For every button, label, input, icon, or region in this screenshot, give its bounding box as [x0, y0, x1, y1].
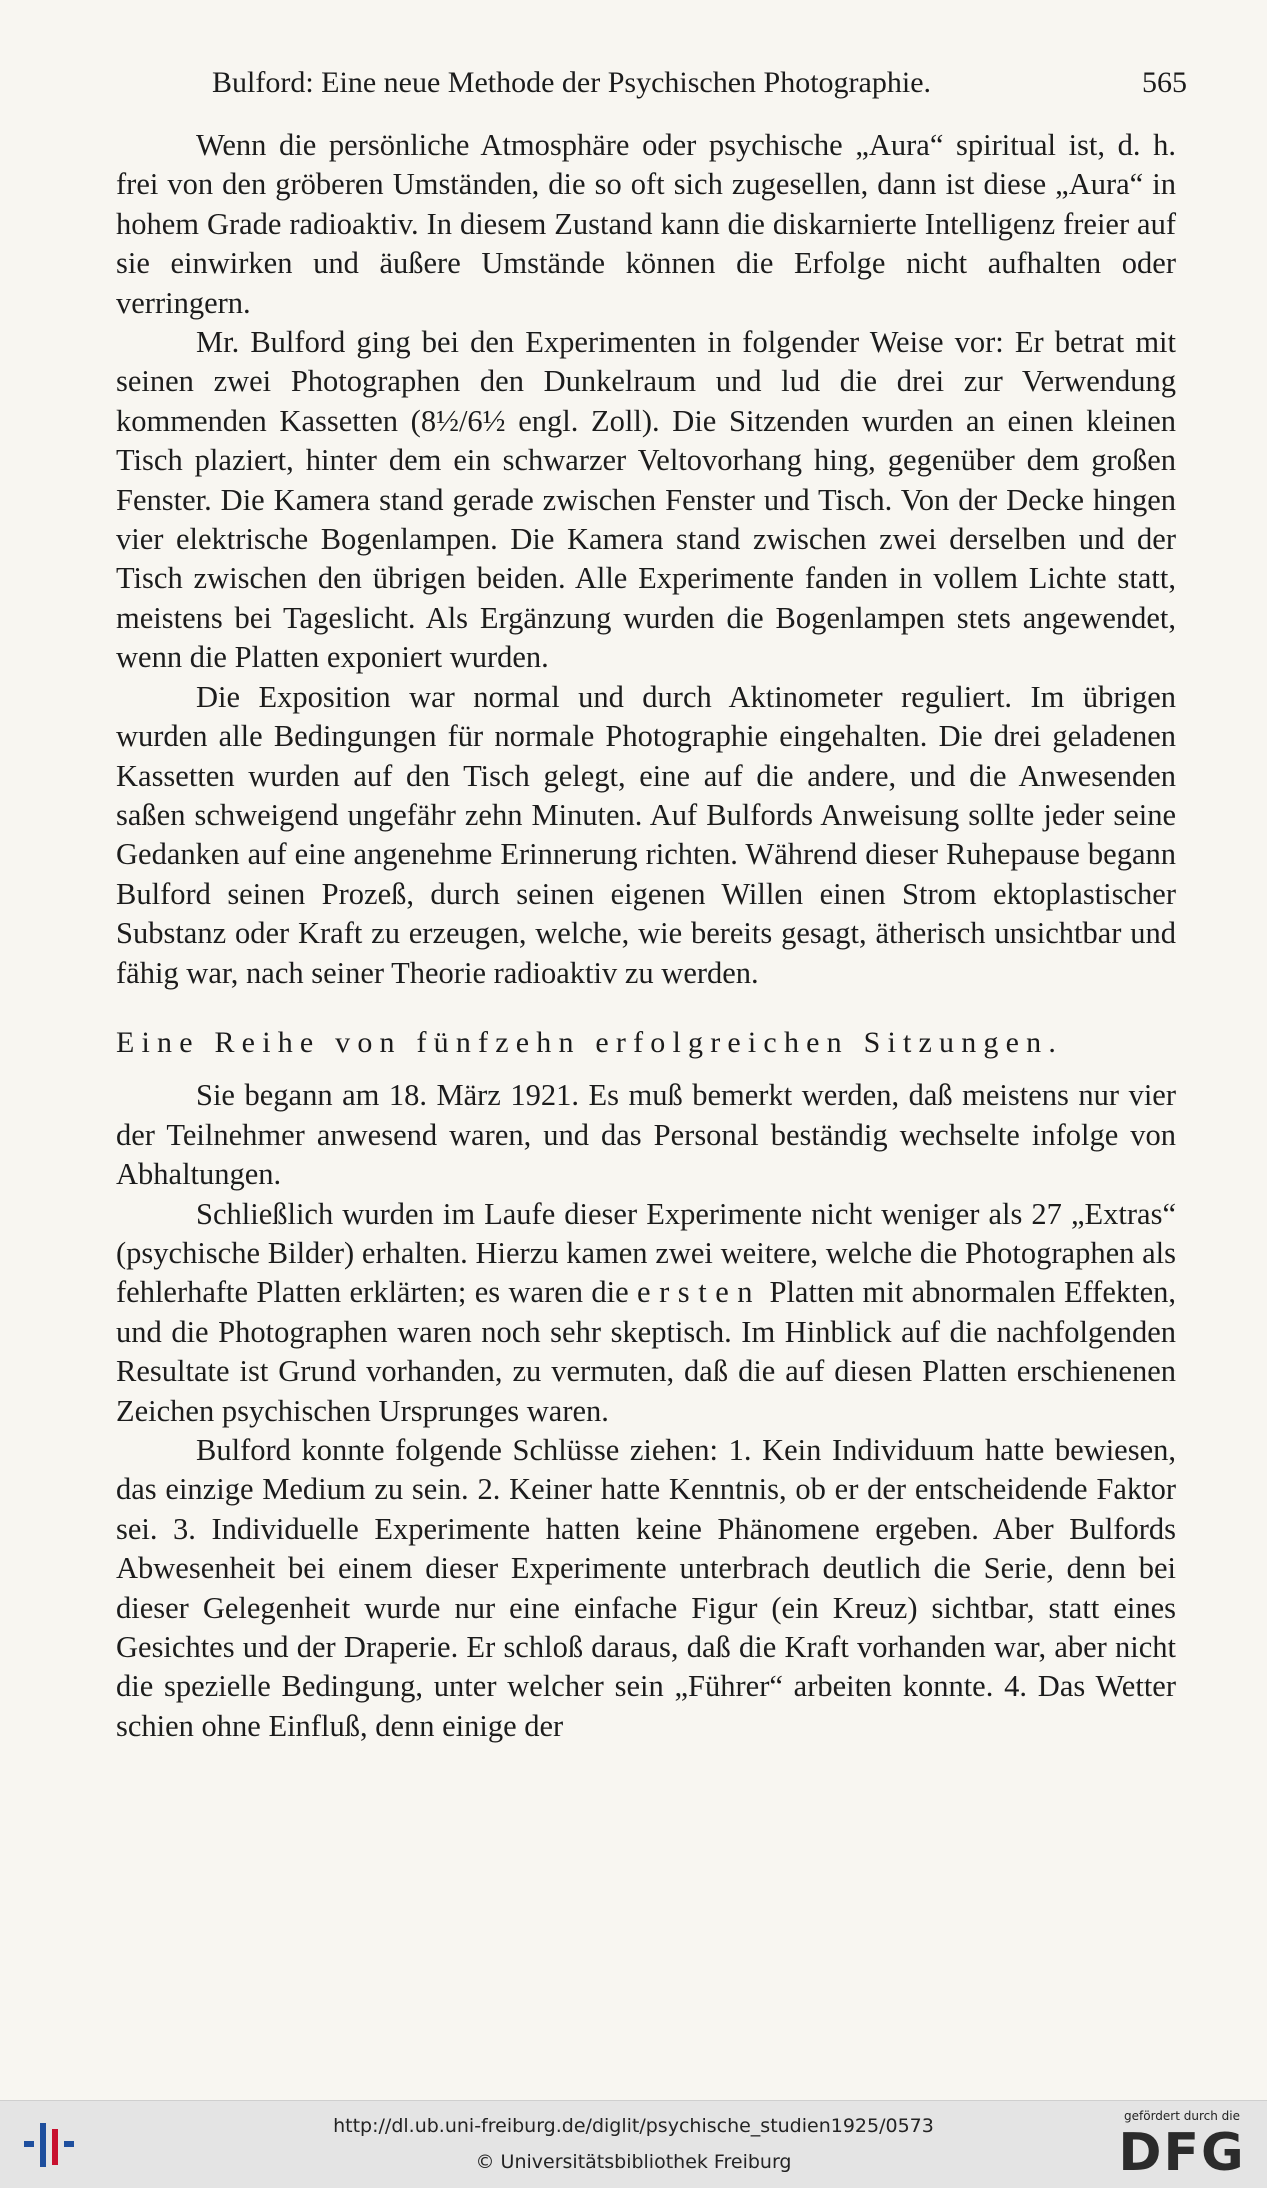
paragraph-aura: Wenn die persönliche Atmosphäre oder psychische „Aura“ spiritual ist, d. h. frei von den gröberen Umständen, die so oft sich zugesellen, dann ist diese „Aura“ in hohem Grade radioaktiv. In diesem Zustand kann die diskarnierte Intelligenz freier auf sie einwirken und äußere Umstände können die Erfolge nicht aufhalten oder verringern. — [116, 128, 1176, 320]
paragraph-procedure: Mr. Bulford ging bei den Experimenten in folgender Weise vor: Er betrat mit seinen zwei Photographen den Dunkelraum und lud die drei zur Verwendung kommenden Kassetten (8½/6½ engl. Zoll). Die Sitzenden wurden an einen kleinen Tisch plaziert, hinter dem ein schwarzer Veltovorhang hing, gegenüber dem großen Fenster. Die Kamera stand gerade zwischen Fenster und Tisch. Von der Decke hingen vier elektrische Bogenlampen. Die Kamera stand zwischen zwei derselben und der Tisch zwischen den übrigen beiden. Alle Experimente fanden in vollem Lichte statt, meistens bei Tageslicht. Als Ergänzung wurden die Bogenlampen stets angewendet, wenn die Platten exponiert wurden. — [116, 325, 1176, 675]
paragraph-conclusions: Bulford konnte folgende Schlüsse ziehen: 1. Kein Individuum hatte bewiesen, das einzige Medium zu sein. 2. Keiner hatte Kenntnis, ob er der entscheidende Faktor sei. 3. Individuelle Experimente hatten keine Phänomene ergeben. Aber Bulfords Abwesenheit bei einem dieser Experimente unterbrach deutlich die Serie, denn bei dieser Gelegenheit wurde nur eine einfache Figur (ein Kreuz) sichtbar, statt eines Gesichtes und der Draperie. Er schloß daraus, daß die Kraft vorhanden war, aber nicht die spezielle Bedingung, unter welcher sein „Führer“ arbeiten konnte. 4. Das Wetter schien ohne Einfluß, denn einige der — [116, 1433, 1176, 1743]
dfg-caption: gefördert durch die — [1124, 2109, 1240, 2123]
page-body — [116, 126, 1176, 1746]
section-heading: Eine Reihe von fünfzehn erfolgreichen Sitzungen. — [116, 1025, 1064, 1059]
paragraph-exposition: Die Exposition war normal und durch Aktinometer reguliert. Im übrigen wurden alle Bedingungen für normale Photographie eingehalten. Die drei geladenen Kassetten wurden auf den Tisch gelegt, eine auf die andere, und die Anwesenden saßen schweigend ungefähr zehn Minuten. Auf Bulfords Anweisung sollte jeder seine Gedanken auf eine angenehme Erinnerung richten. Während dieser Ruhepause begann Bulford seinen Prozeß, durch seinen eigenen Willen einen Strom ektoplastischer Substanz oder Kraft zu erzeugen, welche, wie bereits gesagt, ätherisch unsichtbar und fähig war, nach seiner Theorie radioaktiv zu werden. — [116, 679, 1176, 990]
copyright-notice: © Universitätsbibliothek Freiburg — [475, 2151, 792, 2173]
running-header — [212, 66, 1187, 100]
page-number: 565 — [1142, 66, 1187, 99]
dfg-logo-icon: DFG — [1118, 2123, 1246, 2183]
extras-text-before: Schließlich wurden im Laufe dieser Experimente nicht weniger als 27 „Extras“ (psychische Bilder) erhalten. Hierzu kamen zwei weitere, welche die Photographen als fehlerhafte Platten erklärten; es waren die — [116, 1196, 1176, 1310]
viewer-footer — [0, 2100, 1267, 2188]
permalink-url[interactable]: http://dl.ub.uni-freiburg.de/diglit/psychische_studien1925/0573 — [333, 2115, 934, 2137]
emphasized-word: ersten — [637, 1275, 762, 1310]
paragraph-extras — [116, 1195, 1176, 1431]
running-title: Bulford: Eine neue Methode der Psychischen Photographie. — [212, 66, 932, 99]
extras-text-after: Platten mit abnormalen Effekten, und die Photographen waren noch sehr skeptisch. Im Hinblick auf die nachfolgenden Resultate ist Grund vorhanden, zu vermuten, daß die auf diesen Platten erschienenen Zeichen psychischen Ursprunges waren. — [116, 1275, 1177, 1428]
paragraph-series-start: Sie begann am 18. März 1921. Es muß bemerkt werden, daß meistens nur vier der Teilnehmer anwesend waren, und das Personal beständig wechselte infolge von Abhaltungen. — [116, 1078, 1176, 1192]
